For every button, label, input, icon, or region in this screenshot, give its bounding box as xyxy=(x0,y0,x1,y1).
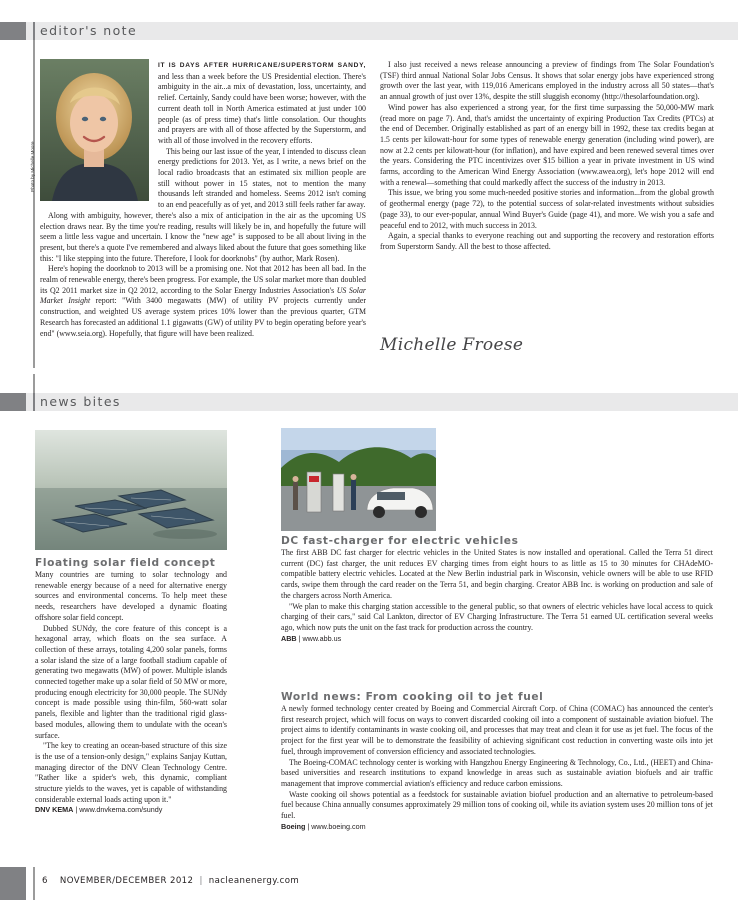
floating-solar-paragraph-3: "The key to creating an ocean-based structure of this size is the use of a tension-only design," explains Sanjay Kuttan, managing director of the DNV Clean Technology Centre. "Rather like a spider's web, this dynamic, compliant structure yields to the waves, yet is capable of withstanding considerable external loads acting upon it." xyxy=(35,741,227,804)
editors-note-paragraph-1-text: and less than a week before the US Presidential election. There's ambiguity in the air...a mix of devastation, loss, uncertainty, and relief. Certainly, Sandy could have been worse; however, with the current death toll in North America estimated at just under 100 people (as of press time) that's little consolation. Our thoughts and prayers are with all of those affected by the Superstorm, and with all of those involved in the recovery efforts. xyxy=(158,71,366,145)
editors-note-paragraph-8: Again, a special thanks to everyone reaching out and supporting the recovery and restoration efforts from Superstorm Sandy. All the best to those affected. xyxy=(380,231,714,251)
section-title-editors-note: editor's note xyxy=(40,23,138,38)
footer-rule xyxy=(33,867,35,900)
editors-note-header-bar xyxy=(0,22,738,40)
floating-solar-paragraph-1: Many countries are turning to solar technology and renewable energy because of a need for alternative energy sources and environmental concerns. To help meet these needs, researchers have developed a dynamic floating offshore solar field concept. xyxy=(35,570,227,622)
dc-charger-paragraph-1: The first ABB DC fast charger for electric vehicles in the United States is now installed and operational. Called the Terra 51 direct current (DC) fast charger, the unit reduces EV charging times from eight hours to as little as 15 to 30 minutes for CHAdeMO-compatible battery electric vehicles. Located at the New Berlin industrial park in Wisconsin, vehicle owners will be able to use RFID cards, swipe them through the card reader on the Terra 51, and begin charging. Creator ABB Inc. is working on production and sale of the chargers across North America. xyxy=(281,548,713,600)
editors-note-paragraph-7: This issue, we bring you some much-needed positive stories and information...from the global growth of geothermal energy (page 72), to the potential success of solar-related investments without subsidies (page 33), to our ever-popular, annual Wind Buyer's Guide (page 41), and more. We wish you a safe and peaceful end to 2012, with much success in 2013. xyxy=(380,188,714,230)
editors-note-column-right xyxy=(380,60,714,253)
ev-charger-photo xyxy=(281,428,436,531)
source-name: DNV KEMA xyxy=(35,805,74,815)
dc-charger-headline: DC fast-charger for electric vehicles xyxy=(281,535,519,547)
floating-solar-article xyxy=(35,570,227,816)
editors-note-paragraph-4-text: Here's hoping the doorknob to 2013 will be a promising one. Not that 2012 has been all bad. In the realm of renewable energy, there's been progress. For example, the US solar market more than doubled its Q2 2011 market size in Q2 2012, according to the Solar Energy Industries Association's xyxy=(40,264,366,295)
editors-note-paragraph-3: Along with ambiguity, however, there's also a mix of anticipation in the air as the upcoming US election draws near. By the time you're reading, results will likely be in, and hopefully the future will seem a little less vague and uncertain. I know the "new age" is supposed to be all about living in the present, but there's a quote I've remembered and always liked about the future that goes something like this: "I like stepping into the future. Therefore, I look for doorknobs" (by author, Mark Rosen). xyxy=(40,210,366,263)
ev-charger-image xyxy=(281,428,436,531)
editors-note-lead-in: IT IS DAYS AFTER HURRICANE/SUPERSTORM SANDY, xyxy=(158,62,366,69)
dc-charger-article xyxy=(281,548,713,644)
world-news-article xyxy=(281,704,713,832)
issue-date: NOVEMBER/DECEMBER 2012 xyxy=(59,876,194,886)
page-footer xyxy=(42,876,299,886)
floating-solar-source: DNV KEMA | www.dnvkema.com/sundy xyxy=(35,805,163,815)
editors-note-paragraph-5: I also just received a news release announcing a preview of findings from The Solar Foundation's (TSF) third annual National Solar Jobs Census. It shows that solar energy jobs have experienced strong growth over the last year, with 119,016 Americans employed in the industry across all 50 states—that's an annual growth of just over 13%, despite the still sluggish economy (http://thesolarfoundation.org). xyxy=(380,60,714,102)
floating-solar-photo xyxy=(35,430,227,550)
world-news-headline: World news: From cooking oil to jet fuel xyxy=(281,691,544,703)
header-tab-block xyxy=(0,22,26,40)
editors-note-paragraph-2: This being our last issue of the year, I intended to discuss clean energy predictions for 2013. Yet, as I write, a news brief on the local radio broadcasts that an estimated six million people are still without power in 15 states, not to mention the many thousands left stranded and homeless. Seems 2012 isn't coming to an end peacefully as of yet, and 2013 still feels rather far away. xyxy=(158,146,366,210)
news-bites-header-bar xyxy=(0,393,738,411)
report-title: US Solar Market Insight xyxy=(40,285,366,306)
editor-signature: Michelle Froese xyxy=(380,335,524,355)
floating-solar-headline: Floating solar field concept xyxy=(35,557,216,569)
world-news-paragraph-3: Waste cooking oil shows potential as a feedstock for sustainable aviation biofuel production and an alternative to petroleum-based fuel because China annually consumes approximately 29 million tons of cooking oil, while its aviation system uses 20 million tons of jet fuel. xyxy=(281,789,713,821)
site-name: nacleanenergy.com xyxy=(208,876,300,886)
footer-divider: | xyxy=(199,876,203,886)
source-name: ABB xyxy=(281,633,297,643)
source-url: www.dnvkema.com/sundy xyxy=(79,805,163,815)
world-news-source: Boeing | www.boeing.com xyxy=(281,821,366,831)
source-url: www.boeing.com xyxy=(311,821,366,831)
dc-charger-source: ABB | www.abb.us xyxy=(281,633,342,643)
photo-credit: Photo by Michelle Moore xyxy=(30,141,35,192)
floating-solar-image xyxy=(35,430,227,550)
dc-charger-paragraph-2: "We plan to make this charging station accessible to the general public, so that owners of electric vehicles have local access to quick charging of their cars," said Cal Lankton, director of EV Charging Infrastructure. The Terra 51 earned UL certification several weeks ago, which now puts the unit on the fast track for production across the country. xyxy=(281,601,713,632)
header-rule xyxy=(33,22,35,40)
editors-note-paragraph-6: Wind power has also experienced a strong year, for the first time surpassing the 50,000-MW mark (read more on page 7). And, that's amidst the uncertainty of expiring Production Tax Credits (PTCs) at the end of December. Originally established as part of an energy bill in 1992, these tax credits began at 1.5 cents per kilowatt-hour for some types of renewable energy generation (including wind power), are now at 2.2 cents per kilowatt-hour (for inflation), and have expired and been renewed several times over the years. Considering the PTC incentivizes over $15 billion a year in private investment in US wind farms, according to the American Wind Energy Association (www.awea.org), let's hope 2012 will end with a renewal—something that could markedly affect the success of the industry in 2013. xyxy=(380,102,714,187)
editors-note-paragraph-4 xyxy=(40,264,366,339)
news-header-rule xyxy=(33,393,35,411)
editors-note-side-rule xyxy=(33,40,35,368)
floating-solar-paragraph-2: Dubbed SUNdy, the core feature of this concept is a hexagonal array, which floats on the sea surface. A collection of these arrays, totaling 4,200 solar panels, forms a solar island the size of a large football stadium capable of generating two megawatts (MW) of power. Multiple islands connected together make up a solar field of 50 MW or more, producing enough electricity for 30,000 people. The SUNdy concept is made possible using thin-film, 560-watt solar panels, flexible and lighter than the traditional rigid glass-based modules, allowing them to undulate with the ocean's surface. xyxy=(35,623,227,740)
news-tab-block xyxy=(0,393,26,411)
section-title-news-bites: news bites xyxy=(40,394,121,409)
world-news-paragraph-2: The Boeing-COMAC technology center is working with Hangzhou Energy Engineering & Technology, Co., Ltd., (HEET) and China-based universities and research institutions to expand knowledge in areas such as sustainable aviation biofuels and air traffic management that improve commercial aviation's efficiency and reduce carbon emissions. xyxy=(281,757,713,788)
source-url: www.abb.us xyxy=(302,633,342,643)
world-news-paragraph-1: A newly formed technology center created by Boeing and Commercial Aircraft Corp. of China (COMAC) has announced the center's first research project, which will focus on ways to convert discarded cooking oil into a component of sustainable aviation biofuel. The project aims to identify contaminants in waste cooking oil, and processes that may treat and clean it for use as jet fuel. The focus of the project for the first year will be to demonstrate the feasibility of achieving significant cost reduction in converting waste oils into jet fuel, through improvement of conversion efficiency and associated technologies. xyxy=(281,704,713,756)
editors-note-paragraph-1 xyxy=(158,60,366,147)
footer-tab-block xyxy=(0,867,26,900)
page-number: 6 xyxy=(42,876,48,886)
news-side-rule xyxy=(33,374,35,393)
editors-note-column-left xyxy=(40,60,366,339)
editors-note-paragraph-4-end: report: "With 3400 megawatts (MW) of utility PV projects currently under construction, and weighted US average system prices 10% lower than the previous quarter, GTM Research has forecasted an additional 1.1 gigawatts (GW) of utility PV to begin operating before year's end" (www.seia.org). Hopefully, that figure will have been realized. xyxy=(40,296,367,338)
source-name: Boeing xyxy=(281,821,306,831)
